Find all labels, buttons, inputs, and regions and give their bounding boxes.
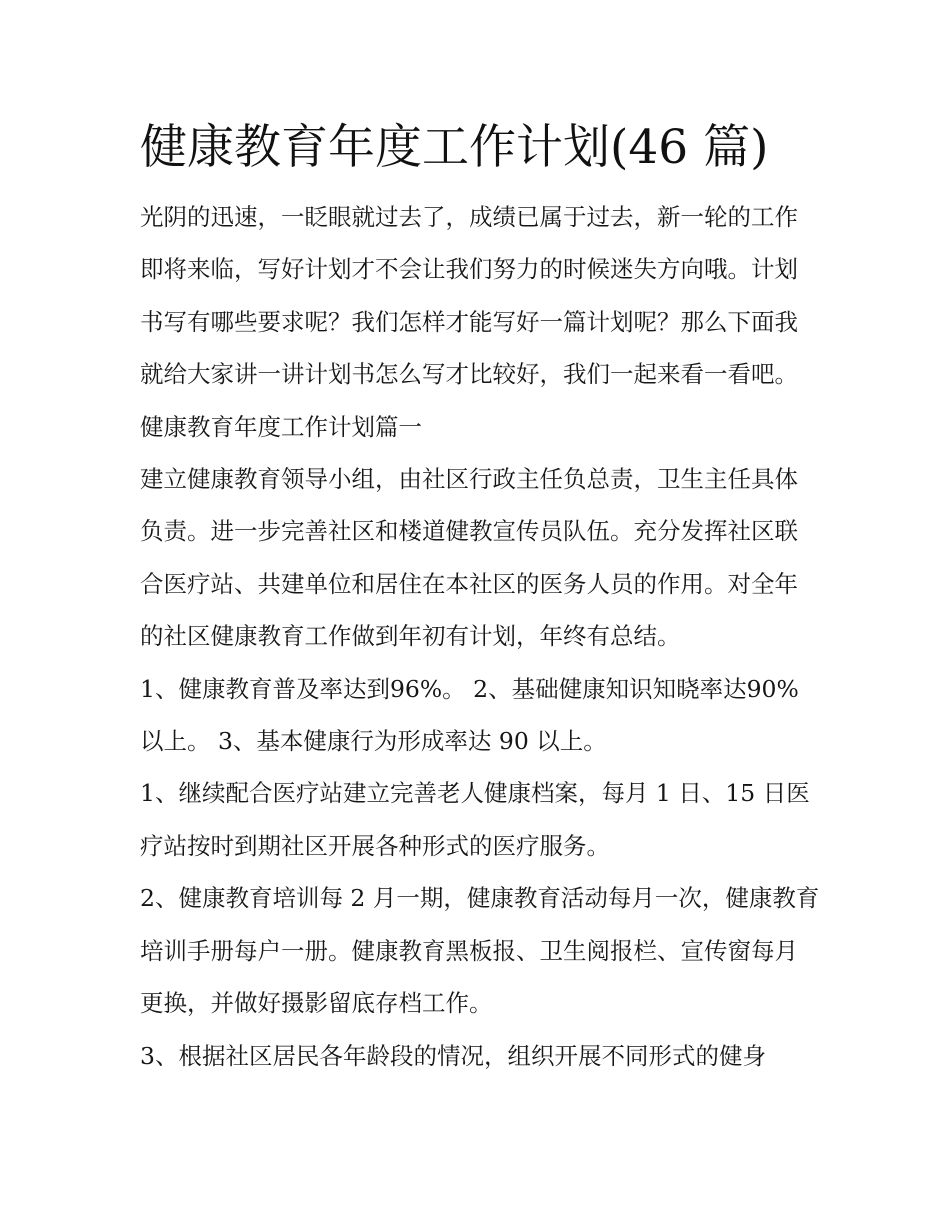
section-heading: 健康教育年度工作计划篇一 [140,412,422,441]
leadership-paragraph: 建立健康教育领导小组，由社区行政主任负总责，卫生主任具体负责。进一步完善社区和楼道健教宣传员队伍。充分发挥社区联合医疗站、共建单位和居住在本社区的医务人员的作用。对全年的社区健康教育工作做到年初有计划，年终有总结。 [140,465,798,651]
list-item: 1、继续配合医疗站建立完善老人健康档案，每月 1 日、15 日医疗站按时到期社区开展各种形式的医疗服务。 [140,779,810,860]
list-item: 3、根据社区居民各年龄段的情况，组织开展不同形式的健身 [140,1041,766,1070]
document-title: 健康教育年度工作计划(46 篇) [140,120,769,175]
intro-paragraph: 光阴的迅速，一眨眼就过去了，成绩已属于过去，新一轮的工作即将来临，写好计划才不会让我们努力的时候迷失方向哦。计划书写有哪些要求呢？我们怎样才能写好一篇计划呢？那么下面我就给大家讲一讲计划书怎么写才比较好，我们一起来看一看吧。 [140,203,798,389]
list-item: 2、健康教育培训每 2 月一期，健康教育活动每月一次，健康教育培训手册每户一册。健康教育黑板报、卫生阅报栏、宣传窗每月更换，并做好摄影留底存档工作。 [140,884,820,1018]
document-body [140,191,820,1082]
targets-paragraph: 1、健康教育普及率达到96%。 2、基础健康知识知晓率达90%以上。 3、基本健康行为形成率达 90 以上。 [140,674,799,756]
